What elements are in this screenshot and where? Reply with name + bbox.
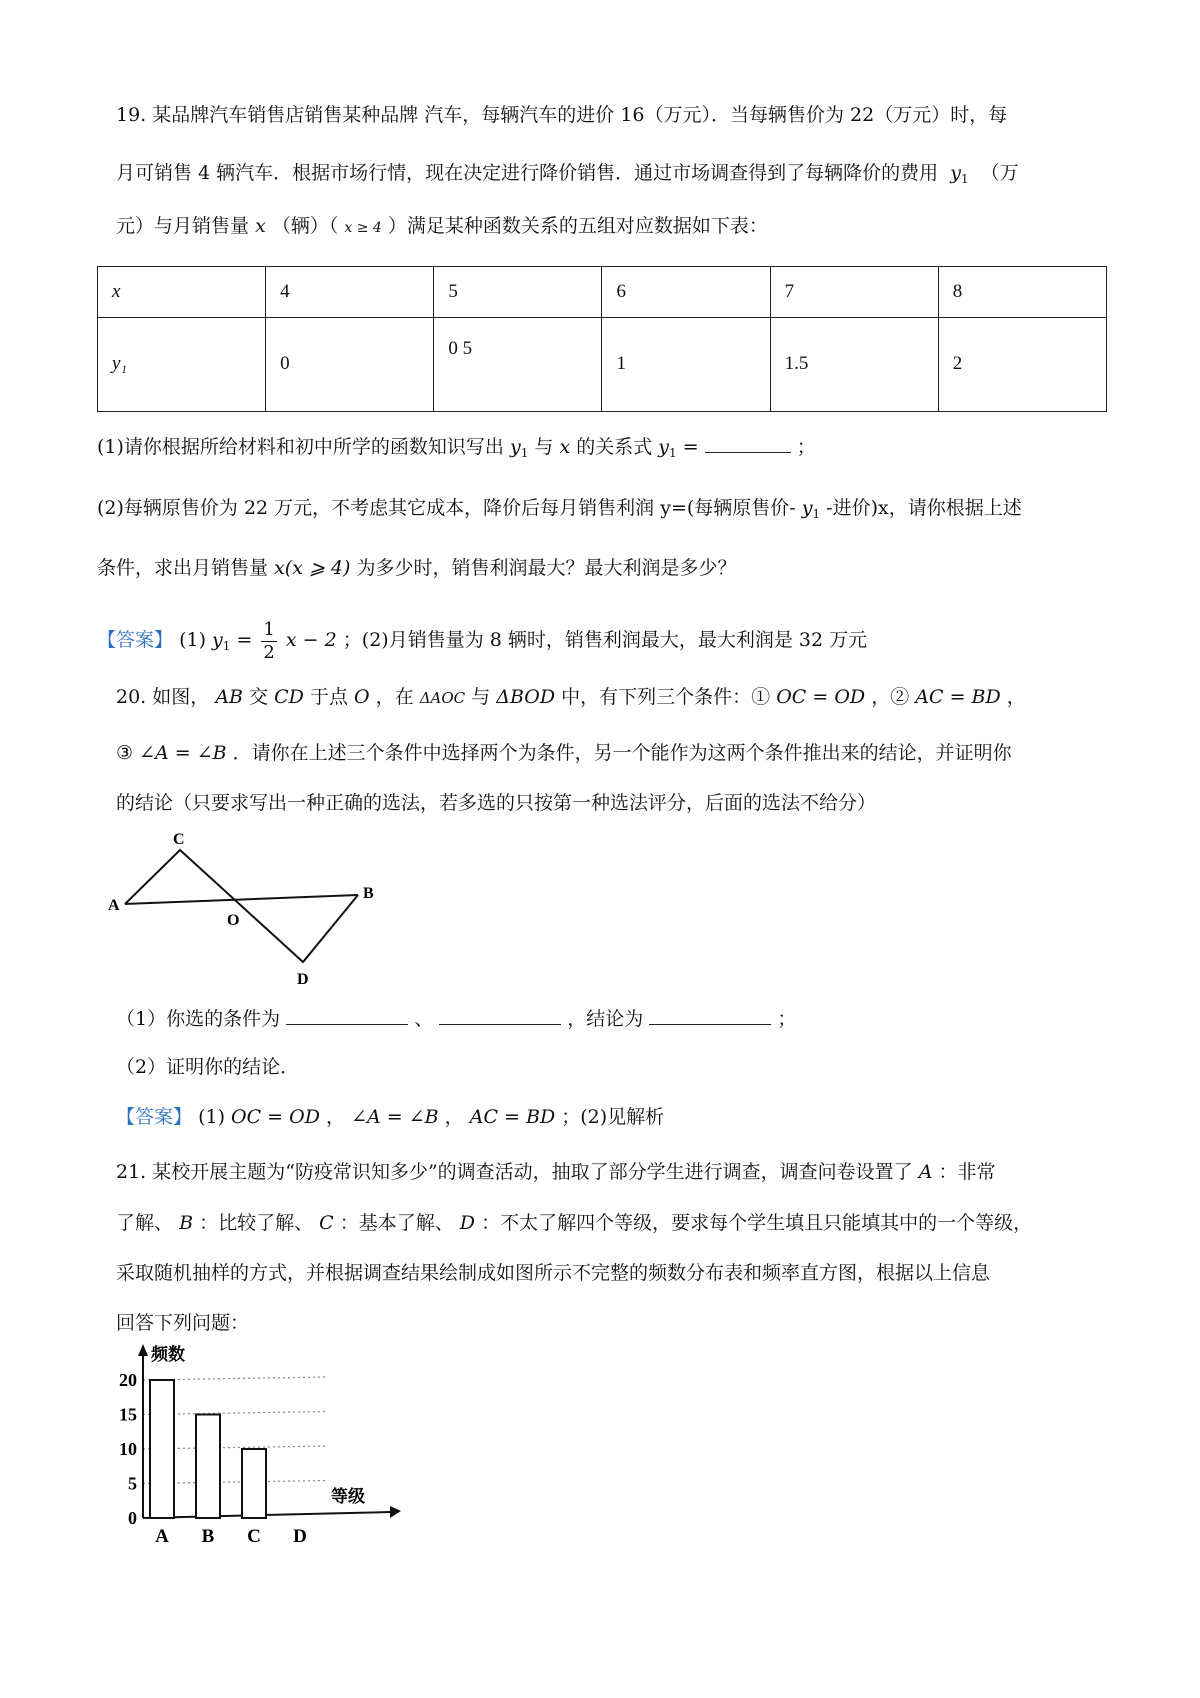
x-ge-4: x ≥ 4 [344, 220, 382, 236]
equals-sign: = [236, 629, 253, 651]
q20-line-1 [116, 682, 1026, 713]
y1-symbol: $y_1$ [509, 436, 529, 460]
level-d: D [459, 1212, 476, 1234]
table-cell: 6 [602, 267, 770, 318]
q19-part-3 [97, 553, 736, 583]
q21-line-1 [116, 1157, 996, 1187]
table-cell: x [98, 267, 266, 318]
q20-part-1-d: ； [777, 1008, 797, 1030]
q20-line-3: 的结论（只要求写出一种正确的选法，若多选的只按第一种选法评分，后面的选法不给分） [116, 792, 877, 814]
answer-sep: ， [444, 1106, 464, 1128]
y-tick-label: 20 [119, 1370, 137, 1390]
answer-angle: ∠A = ∠B [351, 1106, 439, 1128]
answer-text: ；(2)月销售量为 8 辆时，销售利润最大，最大利润是 32 万元 [342, 629, 868, 651]
y-tick-label: 5 [128, 1473, 137, 1494]
answer-sep: ， [326, 1106, 346, 1128]
q20-answer [116, 1102, 664, 1132]
q19-line-3-a: 元）与月销售量 [116, 215, 250, 237]
q19-part-1-a: (1)请你根据所给材料和初中所学的函数知识写出 [97, 436, 504, 458]
q20-part-1-a: （1）你选的条件为 [116, 1008, 281, 1030]
table-cell: 0 5 [434, 317, 602, 411]
q21-line-4: 回答下列问题： [116, 1312, 250, 1334]
y1-symbol: $y_1$ [801, 497, 821, 521]
q20-line-2-b: ．请你在上述三个条件中选择两个为条件，另一个能作为这两个条件推出来的结论，并证明你 [232, 742, 1012, 764]
answer-ac-bd: AC = BD [469, 1106, 556, 1128]
q19-part-2-a: (2)每辆原售价为 22 万元，不考虑其它成本，降价后每月销售利润 y=(每辆原售价- [97, 497, 796, 519]
answer-part: (1) [198, 1106, 225, 1128]
table-cell: 1 [602, 317, 770, 411]
x-symbol: x [559, 436, 571, 458]
y1-symbol: $y_1$ [658, 436, 677, 460]
segment-cd: CD [274, 686, 304, 708]
q20-line-1-a: 20. 如图， [116, 686, 210, 708]
y-axis-label: 频数 [151, 1345, 185, 1364]
triangle-aoc-lines [125, 850, 236, 904]
bar [242, 1449, 266, 1518]
table-cell: 2 [938, 317, 1106, 411]
y-tick-label: 0 [128, 1508, 137, 1528]
q19-part-1-b: 与 [534, 436, 554, 458]
label-c: C [173, 832, 185, 848]
q19-line-1: 19. 某品牌汽车销售店销售某种品牌 汽车，每辆汽车的进价 16（万元）．当每辆售价为 22（万元）时，每 [116, 104, 1008, 126]
q21-line-3: 采取随机抽样的方式，并根据调查结果绘制成如图所示不完整的频数分布表和频率直方图，根据以上信息 [116, 1262, 991, 1284]
triangle-aoc: ΔAOC [419, 689, 466, 707]
q19-line-2 [116, 158, 1019, 194]
answer-oc-od: OC = OD [231, 1106, 320, 1128]
q20-line-1-e: 与 [471, 686, 491, 708]
equals-sign: = [682, 436, 699, 458]
table-cell: 7 [770, 267, 938, 318]
q21-line-2-c: ：基本了解、 [339, 1212, 454, 1234]
table-row [98, 317, 1107, 411]
q19-part-3-b: 为多少时，销售利润最大？最大利润是多少？ [356, 557, 737, 579]
q19-part-1 [97, 432, 816, 468]
x-tick-label: C [247, 1526, 261, 1545]
level-a: A [918, 1161, 933, 1183]
q21-line-2 [116, 1208, 1032, 1238]
frequency-histogram [105, 1340, 445, 1545]
q19-part-1-d: ； [796, 436, 816, 458]
q19-part-2 [97, 493, 1022, 529]
level-b: B [179, 1212, 194, 1234]
table-cell: 0 [266, 317, 434, 411]
y-tick-label: 15 [119, 1404, 137, 1425]
label-d: D [297, 971, 309, 988]
label-b: B [363, 885, 374, 902]
label-o: O [227, 912, 240, 929]
q19-line-2-text: 月可销售 4 辆汽车．根据市场行情，现在决定进行降价销售．通过市场调查得到了每辆降价的费用 [116, 162, 939, 184]
answer-blank[interactable] [705, 432, 791, 453]
q21-line-2-d: ：不太了解四个等级，要求每个学生填且只能填其中的一个等级， [481, 1212, 1033, 1234]
table-cell: 4 [266, 267, 434, 318]
q20-part-1-b: 、 [414, 1008, 434, 1030]
q20-part-1-c: ，结论为 [567, 1008, 644, 1030]
segment-ab: AB [215, 686, 243, 708]
bar [150, 1380, 174, 1518]
q19-answer [97, 616, 867, 670]
q21-line-1-b: ：非常 [938, 1161, 996, 1183]
data-table [97, 266, 1107, 412]
condition-ac-bd: AC = BD [915, 686, 1001, 708]
answer-tag: 【答案】 [116, 1106, 193, 1128]
fraction [261, 619, 276, 664]
q21-line-1-a: 21. 某校开展主题为“防疫常识知多少”的调查活动，抽取了部分学生进行调查，调查问卷设置了 [116, 1161, 913, 1183]
answer-part: (1) [179, 629, 206, 651]
condition-blank-2[interactable] [439, 1004, 561, 1025]
q19-part-3-a: 条件，求出月销售量 [97, 557, 269, 579]
q19-part-2-b: -进价)x，请你根据上述 [826, 497, 1022, 519]
q20-part-1 [116, 1004, 796, 1034]
y-tick-label: 10 [119, 1439, 137, 1459]
geometry-figure [100, 832, 390, 1002]
condition-oc-od: OC = OD [776, 686, 866, 708]
conclusion-blank[interactable] [649, 1004, 771, 1025]
triangle-bod-lines [236, 895, 358, 962]
table-cell: y₁ [98, 317, 266, 411]
answer-expression: x − 2 [285, 629, 337, 651]
fraction-denominator: 2 [263, 641, 275, 663]
segment-ab-line [125, 895, 358, 904]
x-tick-label: B [201, 1526, 215, 1545]
q21-line-2-b: ：比较了解、 [199, 1212, 314, 1234]
x-condition: x(x ⩾ 4) [274, 557, 351, 579]
table-cell: 5 [434, 267, 602, 318]
level-c: C [319, 1212, 334, 1234]
q20-line-1-c: 于点 [309, 686, 348, 708]
q20-line-1-h: ， [1006, 686, 1026, 708]
bar [196, 1415, 220, 1519]
y1-symbol: $y_1$ [950, 162, 969, 186]
q20-line-1-b: 交 [249, 686, 269, 708]
triangle-bod: ΔBOD [496, 686, 556, 708]
q19-line-2-tail: （万 [980, 162, 1019, 184]
q19-part-1-c: 的关系式 [576, 436, 653, 458]
point-o: O [354, 686, 370, 708]
q19-line-3 [116, 211, 768, 243]
fraction-numerator: 1 [263, 618, 275, 640]
y-axis-arrow [138, 1344, 148, 1356]
q20-part-2: （2）证明你的结论． [116, 1056, 300, 1078]
y1-symbol: $y_1$ [212, 629, 231, 653]
answer-text: ；(2)见解析 [561, 1106, 665, 1128]
condition-blank-1[interactable] [286, 1004, 408, 1025]
q20-line-2-a: ③ [116, 742, 134, 764]
x-symbol: x [255, 215, 266, 237]
table-cell: 8 [938, 267, 1106, 318]
label-a: A [108, 897, 120, 914]
q20-line-1-d: ，在 [375, 686, 414, 708]
x-tick-label: A [155, 1526, 169, 1545]
x-tick-label: D [293, 1526, 307, 1545]
condition-angle-a-b: ∠A = ∠B [139, 742, 227, 764]
q19-line-3-c: ）满足某种函数关系的五组对应数据如下表： [387, 215, 768, 237]
q20-line-1-f: 中，有下列三个条件：① [561, 686, 771, 708]
q19-line-3-b: （辆）（ [271, 215, 339, 237]
q20-line-1-g: ，② [871, 686, 910, 708]
answer-tag: 【答案】 [97, 629, 174, 651]
x-axis-label: 等级 [331, 1487, 365, 1506]
table-cell: 1.5 [770, 317, 938, 411]
table-row [98, 267, 1107, 318]
x-axis-arrow [390, 1506, 401, 1518]
q20-line-2 [116, 738, 1012, 768]
q21-line-2-a: 了解、 [116, 1212, 174, 1234]
